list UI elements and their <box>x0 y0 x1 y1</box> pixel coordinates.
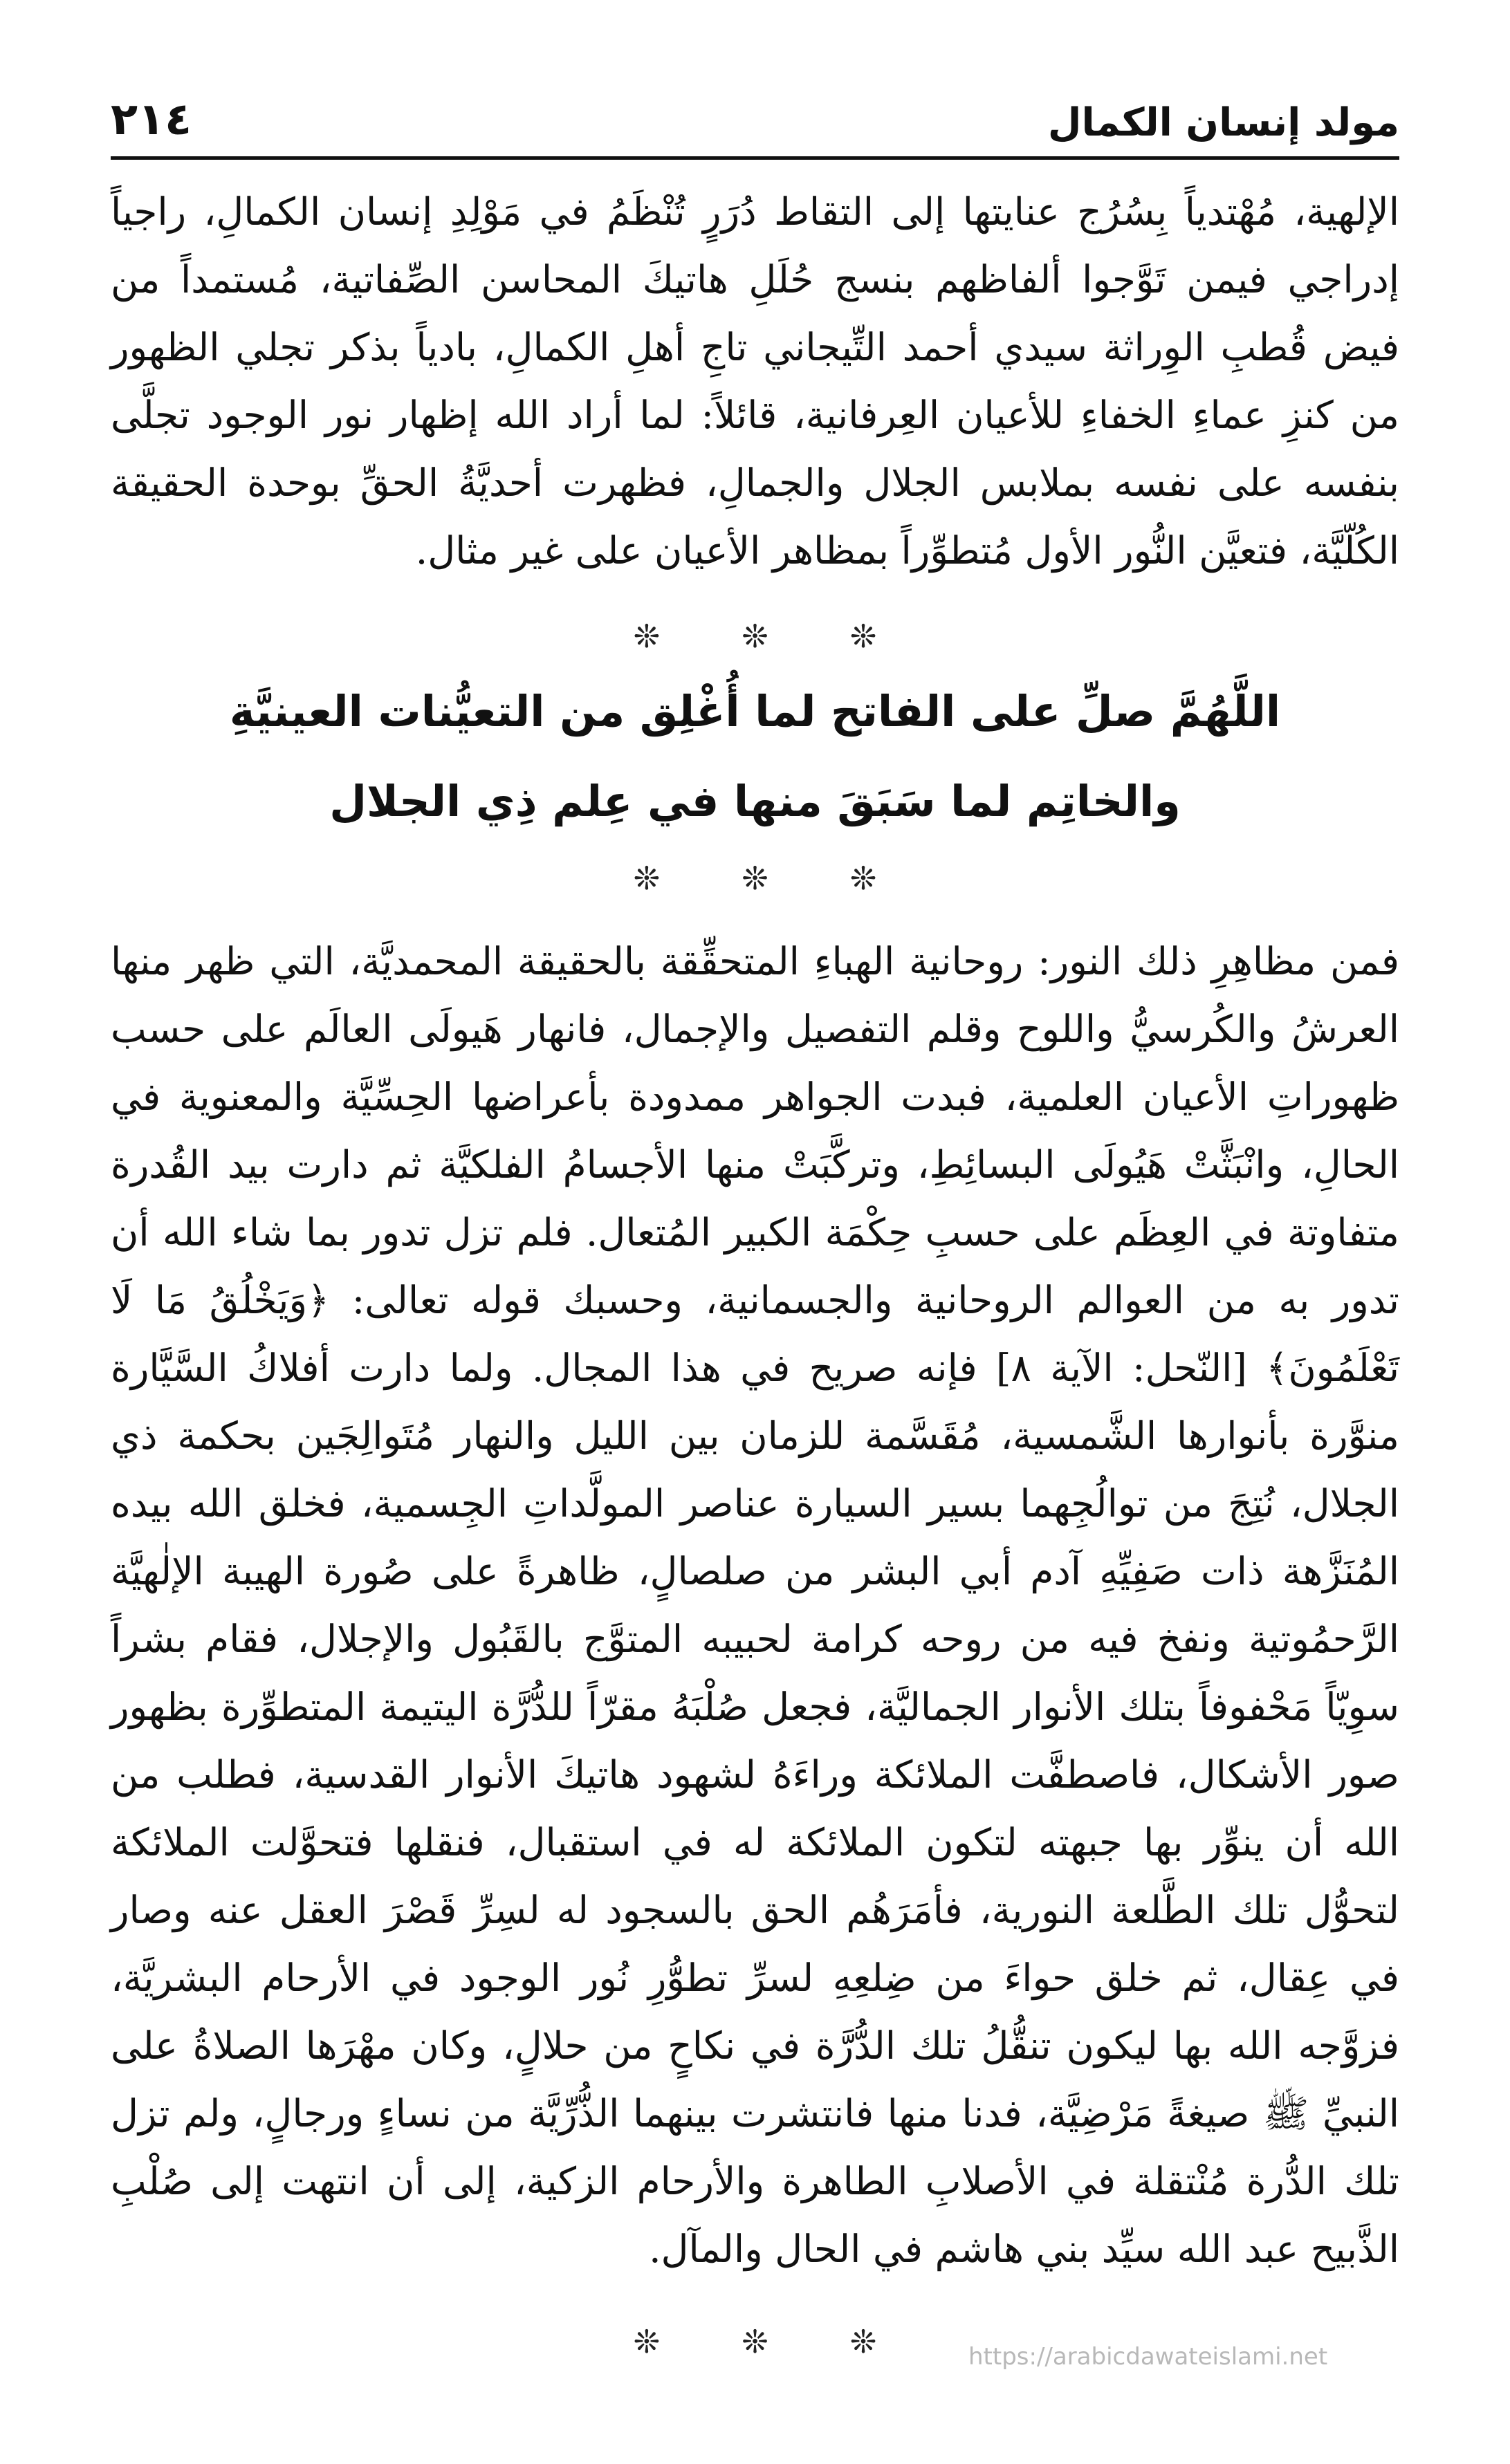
star-ornament-icon: ❊ <box>849 860 877 897</box>
running-title: مولد إنسان الكمال <box>1047 100 1399 145</box>
star-ornament-icon: ❊ <box>633 2323 661 2360</box>
header-divider <box>111 156 1399 160</box>
prayer-line-1: اللَّهُمَّ صلِّ على الفاتح لما أُغْلِق من التعيُّنات العينيَّةِ <box>229 686 1281 737</box>
star-separator <box>111 854 1399 902</box>
star-ornament-icon: ❊ <box>742 860 768 897</box>
prayer-line-2: والخاتِم لما سَبَقَ منها في عِلم ذِي الجلال <box>329 776 1181 826</box>
paragraph-intro: الإلهية، مُهْتدياً بِسُرُج عنايتها إلى التقاط دُرَرٍ تُنْظَمُ في مَوْلِدِ إنسان الكمالِ، راجياً إدراجي فيمن تَوَّجوا ألفاظهم بنسج حُلَلِ هاتيكَ المحاسن الصِّفاتية، مُستمداً من فيض قُطبِ الوِراثة سيدي أحمد التِّيجاني تاجِ أهلِ الكمالِ، بادياً بذكر تجلي الظهور من كنزِ عماءِ الخفاءِ للأعيان العِرفانية، قائلاً: لما أراد الله إظهار نور الوجود تجلَّى بنفسه على نفسه بملابس الجلال والجمالِ، فظهرت أحديَّةُ الحقِّ بوحدة الحقيقة الكُلّيَّة، فتعيَّن النُّور الأول مُتطوِّراً بمظاهر الأعيان على غير مثال. <box>111 189 1399 573</box>
star-ornament-icon: ❊ <box>849 2323 877 2360</box>
star-ornament-icon: ❊ <box>849 618 877 655</box>
watermark-url: https://arabicdawateislami.net <box>968 2343 1328 2371</box>
page-header <box>111 76 1399 145</box>
star-ornament-icon: ❊ <box>633 618 661 655</box>
star-ornament-icon: ❊ <box>742 2323 768 2360</box>
star-ornament-icon: ❊ <box>742 618 768 655</box>
paragraph-main: فمن مظاهِرِ ذلك النور: روحانية الهباءِ المتحقِّقة بالحقيقة المحمديَّة، التي ظهر منها العرشُ والكُرسيُّ واللوح وقلم التفصيل والإجمال، فانهار هَيولَى العالَم على حسب ظهوراتِ الأعيان العلمية، فبدت الجواهر ممدودة بأعراضها الحِسِّيَّة والمعنوية في الحالِ، وانْبَثَّتْ هَيُولَى البسائِطِ، وتركَّبَتْ منها الأجسامُ الفلكيَّة ثم دارت بيد القُدرة متفاوتة في العِظَم على حسبِ حِكْمَة الكبير المُتعال. فلم تزل تدور بما شاء الله أن تدور به من العوالم الروحانية والجسمانية، وحسبك قوله تعالى: ﴿وَيَخْلُقُ مَا لَا تَعْلَمُونَ﴾ [النّحل: الآية ٨] فإنه صريح في هذا المجال. ولما دارت أفلاكُ السَّيَّارة منوَّرة بأنوارها الشَّمسية، مُقَسَّمة للزمان بين الليل والنهار مُتَوالِجَين بحكمة ذي الجلال، نُتِجَ من توالُجِهما بسير السيارة عناصر المولَّداتِ الجِسمية، فخلق الله بيده المُنَزَّهة ذات صَفِيِّهِ آدم أبي البشر من صلصالٍ، ظاهرةً على صُورة الهيبة الإلٰهيَّة الرَّحمُوتية ونفخ فيه من روحه كرامة لحبيبه المتوَّج بالقَبُول والإجلال، فقام بشراً سوِيّاً مَحْفوفاً بتلك الأنوار الجماليَّة، فجعل صُلْبَهُ مقرّاً للدُّرَّة اليتيمة المتطوِّرة بظهور صور الأشكال، فاصطفَّت الملائكة وراءَهُ لشهود هاتيكَ الأنوار القدسية، فطلب من الله أن ينوِّر بها جبهته لتكون الملائكة له في استقبال، فنقلها فتحوَّلت الملائكة لتحوُّل تلك الطَّلعة النورية، فأمَرَهُم الحق بالسجود له لسِرِّ قَصْرَ العقل عنه وصار في عِقال، ثم خلق حواءَ من ضِلعِهِ لسرِّ تطوُّرِ نُور الوجود في الأرحام البشريَّة، فزوَّجه الله بها ليكون تنقُّلُ تلك الدُّرَّة في نكاحٍ من حلالٍ، وكان مهْرَها الصلاةُ على النبيِّ ﷺ صيغةً مَرْضِيَّة، فدنا منها فانتشرت بينهما الذُّرِّيَّة من نساءٍ ورجالٍ، ولم تزل تلك الدُّرة مُنْتقلة في الأصلابِ الطاهرة والأرحام الزكية، إلى أن انتهت إلى صُلْبِ الذَّبيح عبد الله سيِّد بني هاشم في الحال والمآل. <box>111 939 1400 2271</box>
star-ornament-icon: ❊ <box>633 860 661 897</box>
star-separator <box>111 612 1399 660</box>
page-number: ٢١٤ <box>111 94 192 145</box>
